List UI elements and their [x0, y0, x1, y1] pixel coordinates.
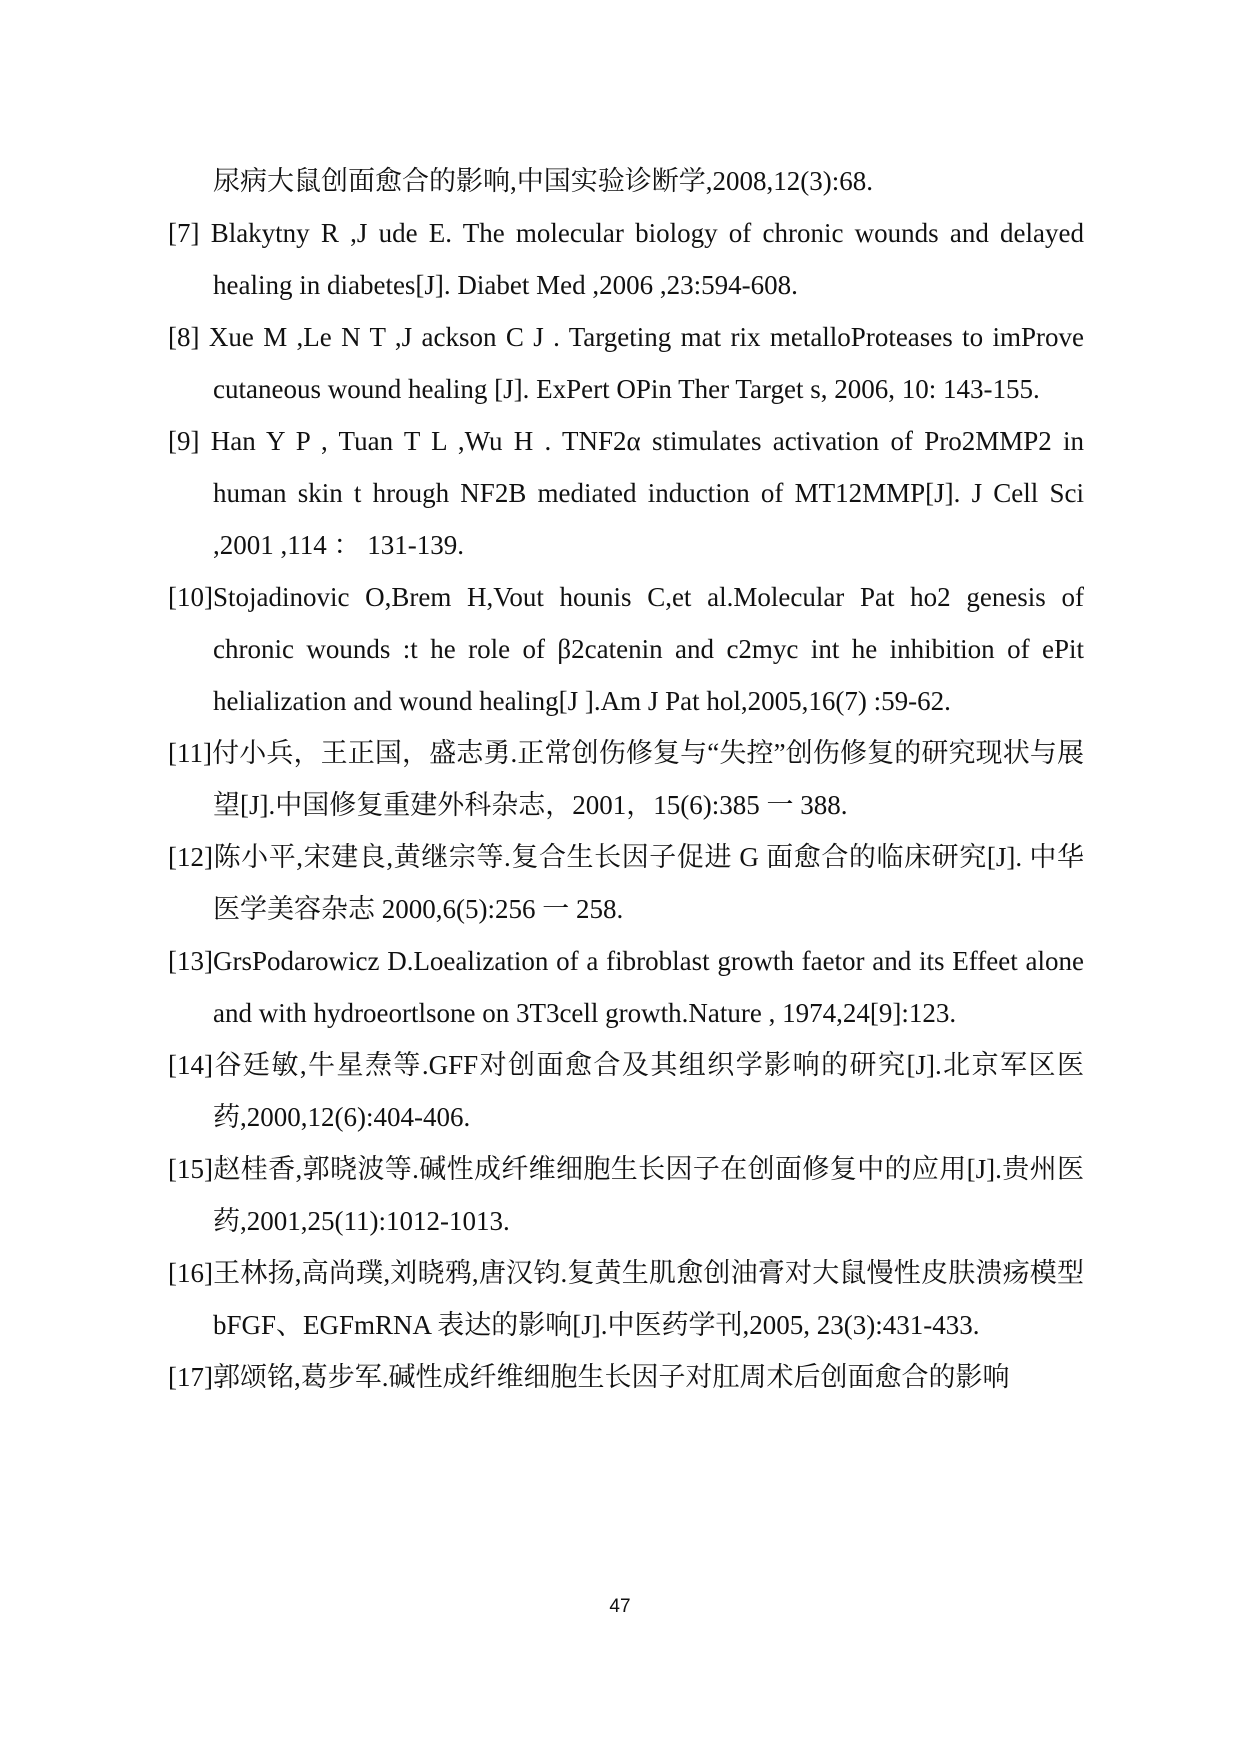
reference-text: Blakytny R ,J ude E. The molecular biology of chronic wounds and delayed healing in diabetes[J]. Diabet Med ,2006 ,23:594-608.	[199, 218, 1084, 300]
reference-item-10	[168, 571, 1084, 727]
reference-text: Stojadinovic O,Brem H,Vout hounis C,et al.Molecular Pat ho2 genesis of chronic wounds :t he role of β2catenin and c2myc int he inhibition of ePit helialization and wound healing[J ].Am J Pat hol,2005,16(7) :59-62.	[212, 582, 1084, 716]
reference-number: [13]	[168, 946, 213, 976]
reference-text: 谷廷敏,牛星焘等.GFF对创面愈合及其组织学影响的研究[J].北京军区医药,2000,12(6):404-406.	[212, 1050, 1084, 1132]
reference-text: Han Y P , Tuan T L ,Wu H . TNF2α stimulates activation of Pro2MMP2 in human skin t hrough NF2B mediated induction of MT12MMP[J]. J Cell Sci ,2001 ,114 ： 131-139.	[199, 426, 1084, 560]
reference-text: GrsPodarowicz D.Loealization of a fibroblast growth faetor and its Effeet alone and with hydroeortlsone on 3T3cell growth.Nature , 1974,24[9]:123.	[212, 946, 1084, 1028]
reference-number: [12]	[168, 842, 213, 872]
reference-item-7	[168, 207, 1084, 311]
reference-number: [11]	[168, 738, 212, 768]
reference-number: [14]	[168, 1050, 213, 1080]
reference-number: [10]	[168, 582, 213, 612]
reference-text: Xue M ,Le N T ,J ackson C J . Targeting mat rix metalloProteases to imProve cutaneous wound healing [J]. ExPert OPin Ther Target s, 2006, 10: 143-155.	[199, 322, 1084, 404]
reference-text: 陈小平,宋建良,黄继宗等.复合生长因子促进 G 面愈合的临床研究[J]. 中华医学美容杂志 2000,6(5):256 一 258.	[212, 842, 1084, 924]
reference-item-14	[168, 1039, 1084, 1143]
reference-item-9	[168, 415, 1084, 571]
reference-text: 赵桂香,郭晓波等.碱性成纤维细胞生长因子在创面修复中的应用[J].贵州医药,2001,25(11):1012-1013.	[212, 1154, 1084, 1236]
reference-number: [9]	[168, 426, 200, 456]
reference-number: [7]	[168, 218, 200, 248]
reference-continuation: 尿病大鼠创面愈合的影响,中国实验诊断学,2008,12(3):68.	[213, 166, 873, 196]
reference-number: [15]	[168, 1154, 213, 1184]
reference-number: [8]	[168, 322, 200, 352]
reference-item-11	[168, 727, 1084, 831]
reference-item-12	[168, 831, 1084, 935]
reference-item-16	[168, 1247, 1084, 1351]
page-number: 47	[609, 1596, 631, 1617]
reference-item-15	[168, 1143, 1084, 1247]
reference-number: [16]	[168, 1258, 213, 1288]
reference-text: 付小兵，王正国，盛志勇.正常创伤修复与“失控”创伤修复的研究现状与展望[J].中国修复重建外科杂志，2001，15(6):385 一 388.	[211, 738, 1084, 820]
reference-text: 郭颂铭,葛步军.碱性成纤维细胞生长因子对肛周术后创面愈合的影响	[212, 1362, 1010, 1392]
reference-item-13	[168, 935, 1084, 1039]
reference-number: [17]	[168, 1362, 213, 1392]
reference-item-17	[168, 1351, 1084, 1403]
reference-list	[168, 155, 1084, 1403]
reference-text: 王林扬,高尚璞,刘晓鸦,唐汉钧.复黄生肌愈创油膏对大鼠慢性皮肤溃疡模型 bFGF、EGFmRNA 表达的影响[J].中医药学刊,2005, 23(3):431-433.	[212, 1258, 1084, 1340]
reference-item-8	[168, 311, 1084, 415]
